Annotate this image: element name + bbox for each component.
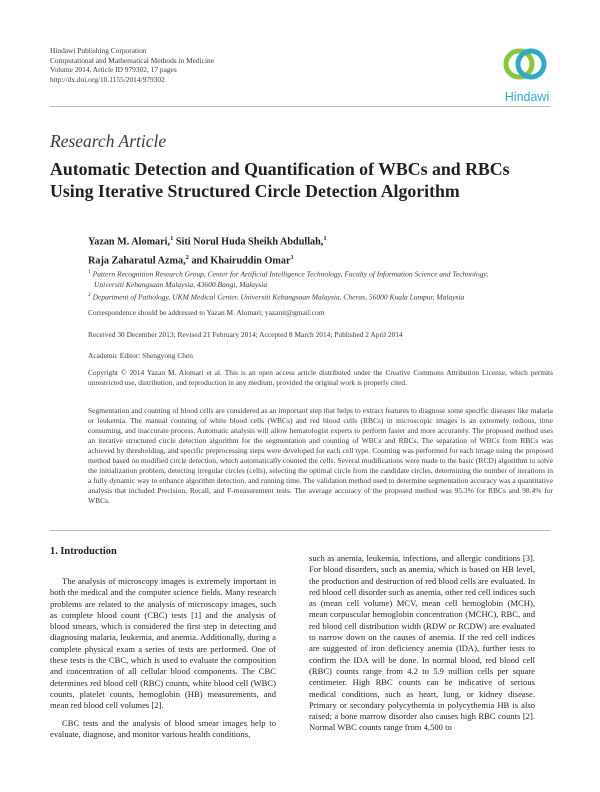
author-affil-mark: 1 bbox=[170, 235, 174, 242]
author-affil-mark: 1 bbox=[323, 235, 327, 242]
abstract: Segmentation and counting of blood cells are considered as an important step that helps to extract features to diagnose some specific diseases like malaria or leukemia. The manual counting of white blood cells (WBCs) and red blood cells (RBCs) in microscopic images is an extremely tedious, time consuming, and inaccurate process. Automatic analysis will allow hematologist experts to perform faster and more accurately. The proposed method uses an iterative structured circle detection algorithm for the segmentation and counting of WBCs and RBCs. The separation of WBCs from RBCs was achieved by thresholding, and specific preprocessing steps were developed for each cell type. Counting was performed for each image using the proposed method based on modified circle detection, which automatically counted the cells. Several modifications were made to the basic (RCD) algorithm to solve the initialization problem, detecting irregular circles (cells), selecting the optimal circle from the candidate circles, determining the number of iterations in a fully dynamic way to enhance algorithm detection, and running time. The validation method used to determine segmentation accuracy was a quantitative analysis that included Precision, Recall, and F-measurement tests. The average accuracy of the proposed method was 95.3% for RBCs and 98.4% for WBCs. bbox=[88, 406, 553, 505]
section-heading-introduction: 1. Introduction bbox=[50, 546, 117, 557]
correspondence-note: Correspondence should be addressed to Yazan M. Alomari; yazanit@gmail.com bbox=[88, 308, 325, 317]
affiliations bbox=[88, 267, 553, 303]
journal-meta bbox=[50, 46, 214, 84]
title-line-2: Using Iterative Structured Circle Detection Algorithm bbox=[50, 181, 460, 201]
author-affil-mark: 1 bbox=[290, 254, 294, 262]
author-affil-mark: 2 bbox=[185, 254, 189, 262]
academic-editor: Academic Editor: Shengyong Chen bbox=[88, 351, 193, 360]
author-name: Yazan M. Alomari, bbox=[88, 236, 171, 248]
affiliation-1-continued: Universiti Kebangsaan Malaysia, 43600 Bangi, Malaysia bbox=[94, 279, 268, 289]
author-name: and Khairuddin Omar bbox=[191, 255, 291, 267]
title-line-1: Automatic Detection and Quantification of WBCs and RBCs bbox=[50, 159, 510, 179]
intro-paragraph-2-continued: such as anemia, leukemia, infections, and allergic conditions [3]. For blood disorders, such as anemia, which is based on HB level, the production and destruction of red blood cells are evaluated. In red blood cell disorder such as anemia, other red cell indices such as (mean cell volume) MCV, mean cell hemoglobin (MCH), mean corpuscular hemoglobin concentration (MCHC), RBC, and red blood cell distribution width (RDW or RCDW) are evaluated to narrow down on the causes of anemia. If the red cell indices are suggested of iron deficiency anemia (IDA), further tests to confirm the IDA will be done. In normal blood, red blood cell (RBC) counts range from 4.2 to 5.9 million cells per square centimeter. High RBC counts can be indicative of serious medical conditions, such as heart, lung, or kidney disease. Primary or secondary polycythemia in polycythemia HB is also raised; a bone marrow disorder also causes high RBC counts [2]. Normal WBC counts range from 4,500 to bbox=[309, 553, 535, 733]
intro-paragraph-1: The analysis of microscopy images is extremely important in both the medical and the computer science fields. Many research problems are related to the analysis of microscopy images, such as complete blood count (CBC) tests [1] and the analysis of blood smears, which is considered the first step in detecting and diagnosing malaria, leukemia, and anemia. Additionally, during a complete physical exam a series of tests are performed. One of these tests is the CBC, which is used to evaluate the composition and concentration of all cellular blood components. The CBC determines red blood cell (RBC) counts, white blood cell (WBC) counts, platelet counts, hemoglobin (HB) measurements, and mean red blood cell volumes [2]. bbox=[50, 576, 276, 711]
doi-link[interactable]: http://dx.doi.org/10.1155/2014/979302 bbox=[50, 74, 165, 84]
header-divider bbox=[50, 106, 550, 107]
affiliation-text: Department of Pathology, UKM Medical Center, Universiti Kebangsaan Malaysia, Cheras, 56000 Kuala Lumpur, Malaysia bbox=[92, 292, 465, 302]
intro-paragraph-2: CBC tests and the analysis of blood smear images help to evaluate, diagnose, and monitor various health conditions, bbox=[50, 718, 276, 740]
affiliation-2 bbox=[88, 290, 553, 303]
affiliation-1 bbox=[88, 267, 553, 280]
hindawi-logo-text: Hindawi bbox=[504, 90, 550, 104]
copyright-notice: Copyright © 2014 Yazan M. Alomari et al. This is an open access article distributed under the Creative Commons Attribution License, which permits unrestricted use, distribution, and reproduction in any medium, provided the original work is properly cited. bbox=[88, 368, 553, 387]
affiliation-text: Pattern Recognition Research Group, Center for Artificial Intelligence Technology, Faculty of Information Science and Technology, bbox=[92, 269, 489, 279]
article-type: Research Article bbox=[50, 131, 167, 151]
volume-line: Volume 2014, Article ID 979302, 17 pages bbox=[50, 65, 177, 75]
journal-name: Computational and Mathematical Methods in Medicine bbox=[50, 55, 214, 65]
publication-dates: Received 30 December 2013; Revised 21 February 2014; Accepted 8 March 2014; Published 2 April 2014 bbox=[88, 330, 403, 339]
publisher-line: Hindawi Publishing Corporation bbox=[50, 46, 147, 55]
article-title bbox=[50, 158, 550, 202]
author-list bbox=[88, 231, 327, 270]
abstract-divider bbox=[50, 530, 550, 531]
affiliation-mark: 2 bbox=[88, 291, 91, 298]
affiliation-mark: 1 bbox=[88, 269, 91, 275]
author-name: Siti Norul Huda Sheikh Abdullah, bbox=[175, 236, 324, 248]
author-name: Raja Zaharatul Azma, bbox=[88, 255, 186, 267]
author-line-1 bbox=[88, 231, 327, 250]
